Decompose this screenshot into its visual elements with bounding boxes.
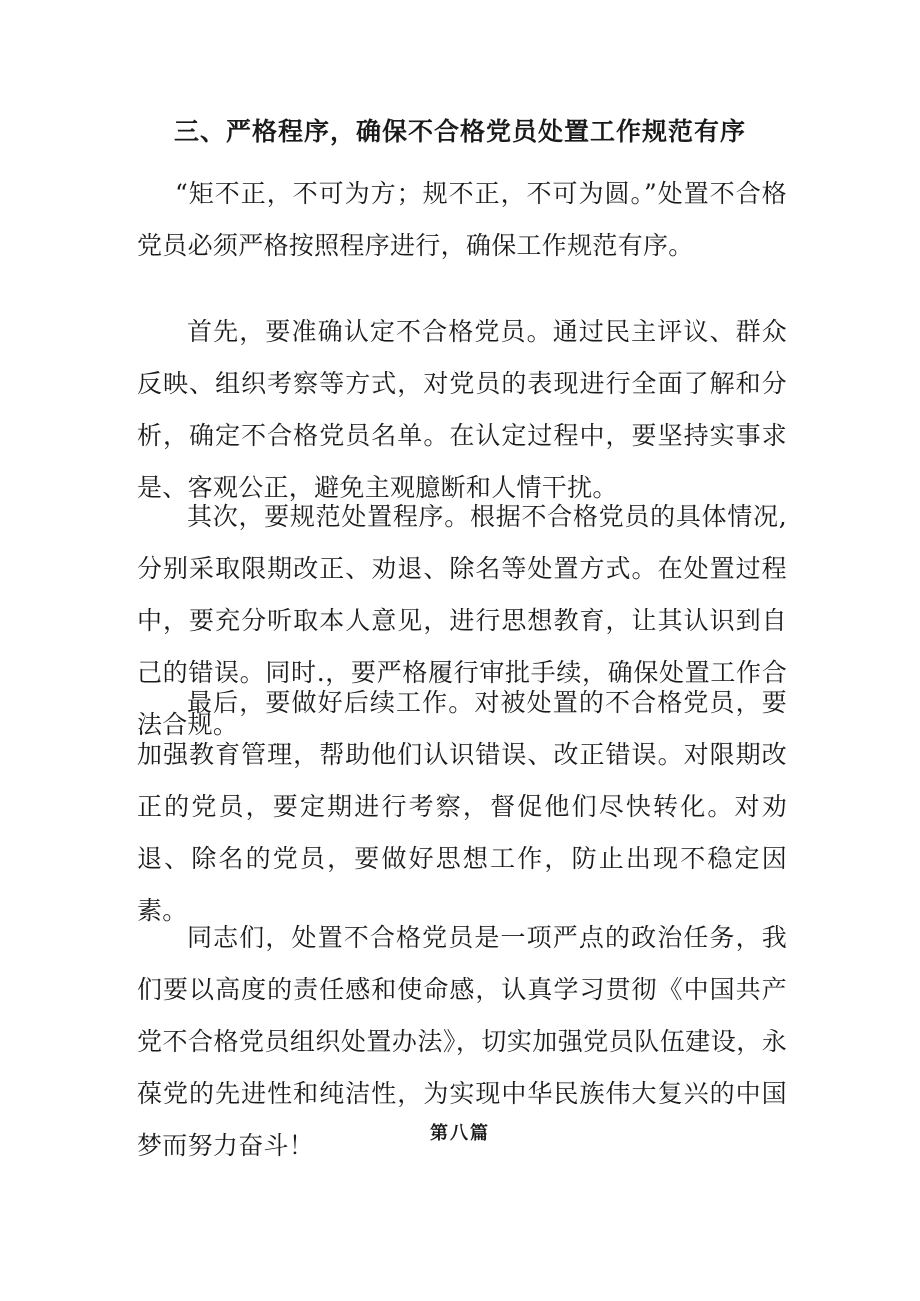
paragraph-conclusion: 同志们，处置不合格党员是一项严点的政治任务，我们要以高度的责任感和使命感，认真学习贯彻《中国共产党不合格党员组织处置办法》，切实加强党员队伍建设，永葆党的先进性和纯洁性，为实现中华民族伟大复兴的中国梦而努力奋斗！ (137, 923, 787, 1160)
section-heading: 三、严格程序，确保不合格党员处置工作规范有序 (173, 117, 746, 146)
paragraph-intro-quote: “矩不正，不可为方；规不正，不可为圆。”处置不合格党员必须严格按照程序进行，确保工作规范有序。 (137, 179, 787, 260)
paragraph-final-step: 最后，要做好后续工作。对被处置的不合格党员，要加强教育管理，帮助他们认识错误、改正错误。对限期改正的党员，要定期进行考察，督促他们尽快转化。对劝退、除名的党员，要做好思想工作，防止出现不稳定因素。 (137, 688, 787, 925)
paragraph-first-step: 首先，要准确认定不合格党员。通过民主评议、群众反映、组织考察等方式，对党员的表现进行全面了解和分析，确定不合格党员名单。在认定过程中，要坚持实事求是、客观公正，避免主观臆断和人情干扰。 (137, 317, 787, 502)
next-section-title: 第八篇 (430, 1123, 490, 1144)
paragraph-second-step: 其次，要规范处置程序。根据不合格党员的具体情况,分别采取限期改正、劝退、除名等处置方式。在处置过程中，要充分听取本人意见，进行思想教育，让其认识到自己的错误。同时.，要严格履行审批手续，确保处置工作合法合规。 (137, 502, 787, 739)
